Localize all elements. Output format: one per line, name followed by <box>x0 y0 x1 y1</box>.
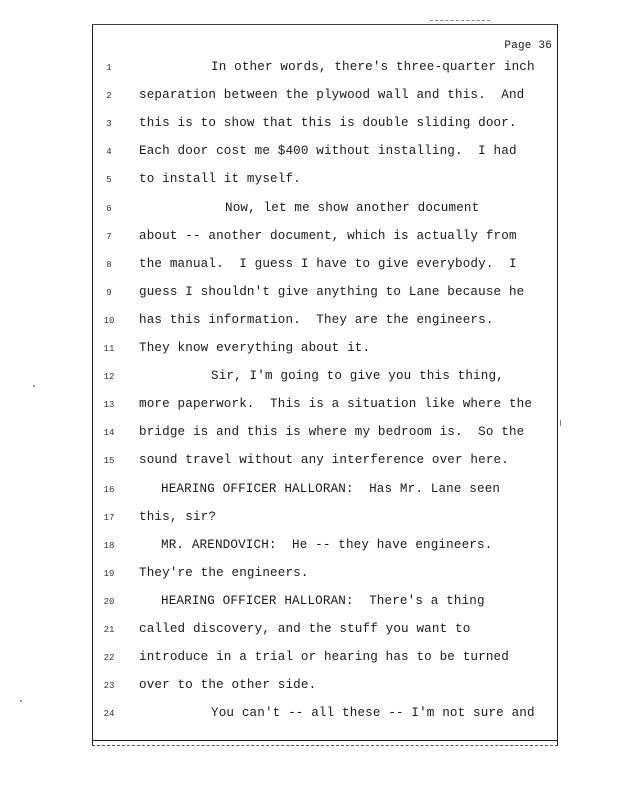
transcript-line <box>0 227 618 247</box>
transcript-line <box>0 311 618 331</box>
line-number: 2 <box>106 91 112 102</box>
scan-speck <box>560 420 561 426</box>
line-number: 13 <box>103 400 115 411</box>
line-text: HEARING OFFICER HALLORAN: There's a thing <box>161 593 485 608</box>
transcript-line <box>0 648 618 668</box>
top-edge-mark <box>430 20 490 23</box>
line-text: Each door cost me $400 without installing. I had <box>139 144 517 159</box>
line-text: the manual. I guess I have to give everybody. I <box>139 256 517 271</box>
line-number: 5 <box>106 175 112 186</box>
line-number: 8 <box>106 259 112 270</box>
line-text: MR. ARENDOVICH: He -- they have engineers. <box>161 537 493 552</box>
transcript-line <box>0 592 618 612</box>
line-number: 9 <box>106 287 112 298</box>
bottom-border <box>92 740 558 746</box>
line-number: 12 <box>103 372 115 383</box>
line-number: 18 <box>103 540 115 551</box>
line-text: called discovery, and the stuff you want to <box>139 622 471 636</box>
line-number: 1 <box>106 63 112 73</box>
line-text: has this information. They are the engineers. <box>139 312 494 327</box>
line-text: They're the engineers. <box>139 565 309 580</box>
transcript-line <box>0 283 618 303</box>
line-number: 10 <box>103 315 115 326</box>
line-text: HEARING OFFICER HALLORAN: Has Mr. Lane seen <box>161 481 501 496</box>
line-number: 19 <box>103 568 115 579</box>
transcript-line <box>0 451 618 471</box>
line-number: 6 <box>106 203 112 214</box>
line-text: In other words, there's three-quarter inch <box>211 60 535 74</box>
line-number: 16 <box>103 484 115 495</box>
transcript-line <box>0 620 618 640</box>
line-text: this, sir? <box>139 509 217 524</box>
transcript-line <box>0 704 618 724</box>
page-number: Page 36 <box>504 40 552 52</box>
line-text: about -- another document, which is actually from <box>139 228 517 243</box>
line-text: bridge is and this is where my bedroom is. So the <box>139 425 525 440</box>
line-text: guess I shouldn't give anything to Lane because he <box>139 284 525 299</box>
transcript-line <box>0 367 618 387</box>
transcript-line <box>0 114 618 134</box>
line-text: separation between the plywood wall and this. And <box>139 88 525 103</box>
line-text: sound travel without any interference over here. <box>139 453 509 468</box>
line-text: Sir, I'm going to give you this thing, <box>211 369 504 384</box>
transcript-line <box>0 395 618 415</box>
line-text: over to the other side. <box>139 678 317 693</box>
line-number: 21 <box>103 625 115 635</box>
transcript-line <box>0 86 618 106</box>
line-number: 14 <box>103 428 115 439</box>
line-number: 11 <box>103 344 115 354</box>
transcript-line <box>0 255 618 275</box>
transcript-line <box>0 339 618 359</box>
transcript-line <box>0 508 618 528</box>
line-number: 15 <box>103 456 115 467</box>
scan-speck <box>20 700 22 702</box>
transcript-line <box>0 170 618 190</box>
line-text: They know everything about it. <box>139 341 371 355</box>
transcript-line <box>0 564 618 584</box>
line-number: 3 <box>106 119 112 130</box>
line-text: You can't -- all these -- I'm not sure and <box>211 706 535 721</box>
line-number: 22 <box>103 653 115 664</box>
line-text: introduce in a trial or hearing has to be turned <box>139 650 509 665</box>
line-number: 17 <box>103 512 115 523</box>
transcript-line <box>0 536 618 556</box>
transcript-line <box>0 199 618 219</box>
line-number: 24 <box>103 709 115 720</box>
line-number: 4 <box>106 147 112 158</box>
transcript-line <box>0 142 618 162</box>
line-text: more paperwork. This is a situation like where the <box>139 397 533 412</box>
line-number: 23 <box>103 681 115 692</box>
line-text: Now, let me show another document <box>225 200 480 215</box>
line-number: 20 <box>103 596 115 607</box>
transcript-line <box>0 480 618 500</box>
transcript-line <box>0 676 618 696</box>
scan-speck <box>33 385 35 387</box>
transcript-line <box>0 423 618 443</box>
line-text: to install it myself. <box>139 172 301 187</box>
line-number: 7 <box>106 231 112 242</box>
transcript-line <box>0 58 618 78</box>
line-text: this is to show that this is double sliding door. <box>139 116 517 131</box>
